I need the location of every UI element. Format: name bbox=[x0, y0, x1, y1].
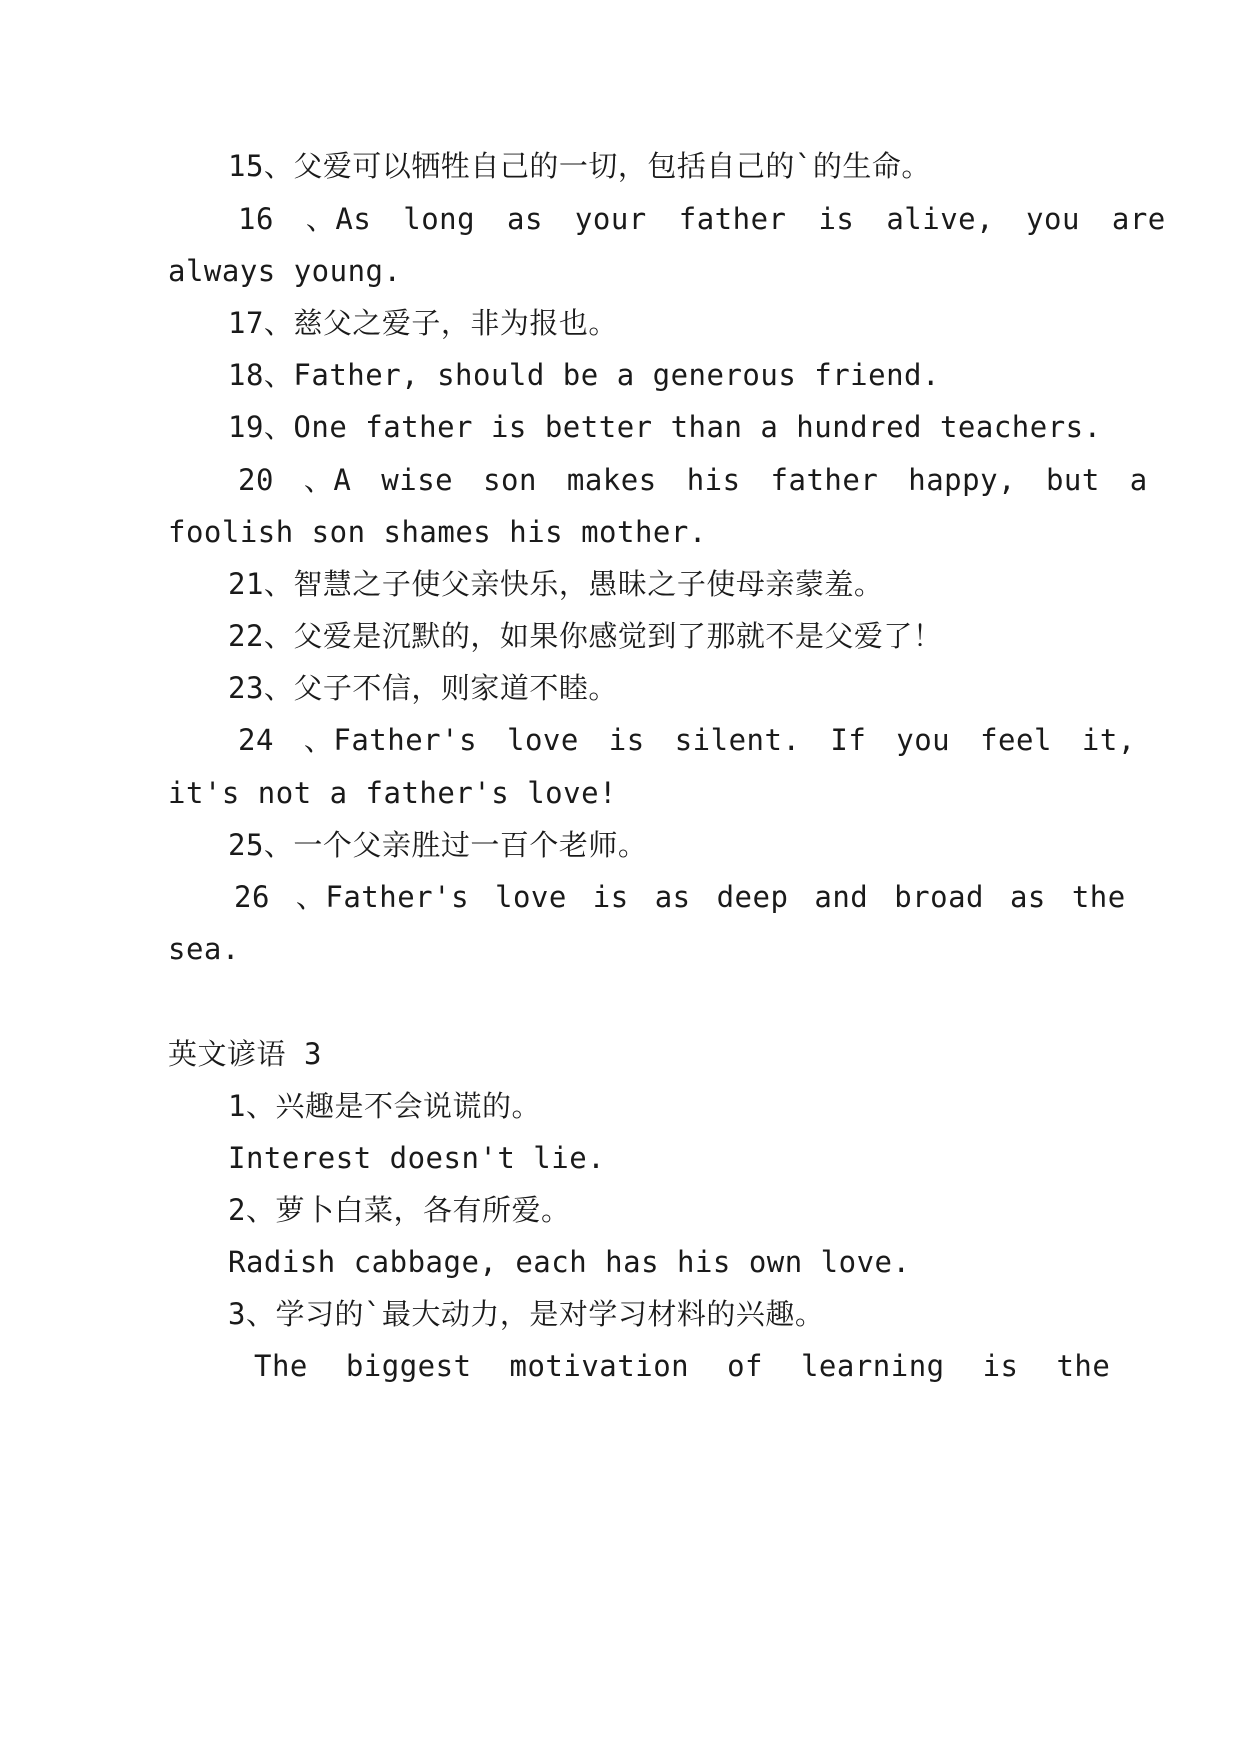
text-line: 20 、A wise son makes his father happy, but a bbox=[238, 463, 1148, 497]
text-line: 23、父子不信，则家道不睦。 bbox=[228, 671, 618, 705]
text-line: 17、慈父之爱子，非为报也。 bbox=[228, 306, 618, 340]
text-line: 15、父爱可以牺牲自己的一切，包括自己的`的生命。 bbox=[228, 149, 931, 183]
section-title: 英文谚语 3 bbox=[168, 1037, 322, 1071]
text-line: foolish son shames his mother. bbox=[168, 515, 707, 549]
text-line: 19、One father is better than a hundred teachers. bbox=[228, 410, 1102, 444]
text-line: 18、Father, should be a generous friend. bbox=[228, 358, 940, 392]
text-line: always young. bbox=[168, 254, 402, 288]
text-line: 1、兴趣是不会说谎的。 bbox=[228, 1089, 541, 1123]
text-line: 21、智慧之子使父亲快乐，愚昧之子使母亲蒙羞。 bbox=[228, 567, 884, 601]
text-line: 25、一个父亲胜过一百个老师。 bbox=[228, 828, 648, 862]
text-line: 16 、As long as your father is alive, you are bbox=[238, 202, 1166, 236]
text-line: it's not a father's love! bbox=[168, 776, 617, 810]
text-line: Radish cabbage, each has his own love. bbox=[228, 1245, 911, 1279]
text-line: 26 、Father's love is as deep and broad as the bbox=[234, 880, 1126, 914]
text-line: Interest doesn't lie. bbox=[228, 1141, 606, 1175]
text-line: sea. bbox=[168, 932, 240, 966]
text-line: 22、父爱是沉默的，如果你感觉到了那就不是父爱了！ bbox=[228, 619, 943, 653]
text-line: The biggest motivation of learning is the bbox=[254, 1349, 1111, 1383]
text-line: 2、萝卜白菜，各有所爱。 bbox=[228, 1193, 571, 1227]
text-line: 3、学习的`最大动力，是对学习材料的兴趣。 bbox=[228, 1297, 825, 1331]
text-line: 24 、Father's love is silent. If you feel it, bbox=[238, 723, 1136, 757]
